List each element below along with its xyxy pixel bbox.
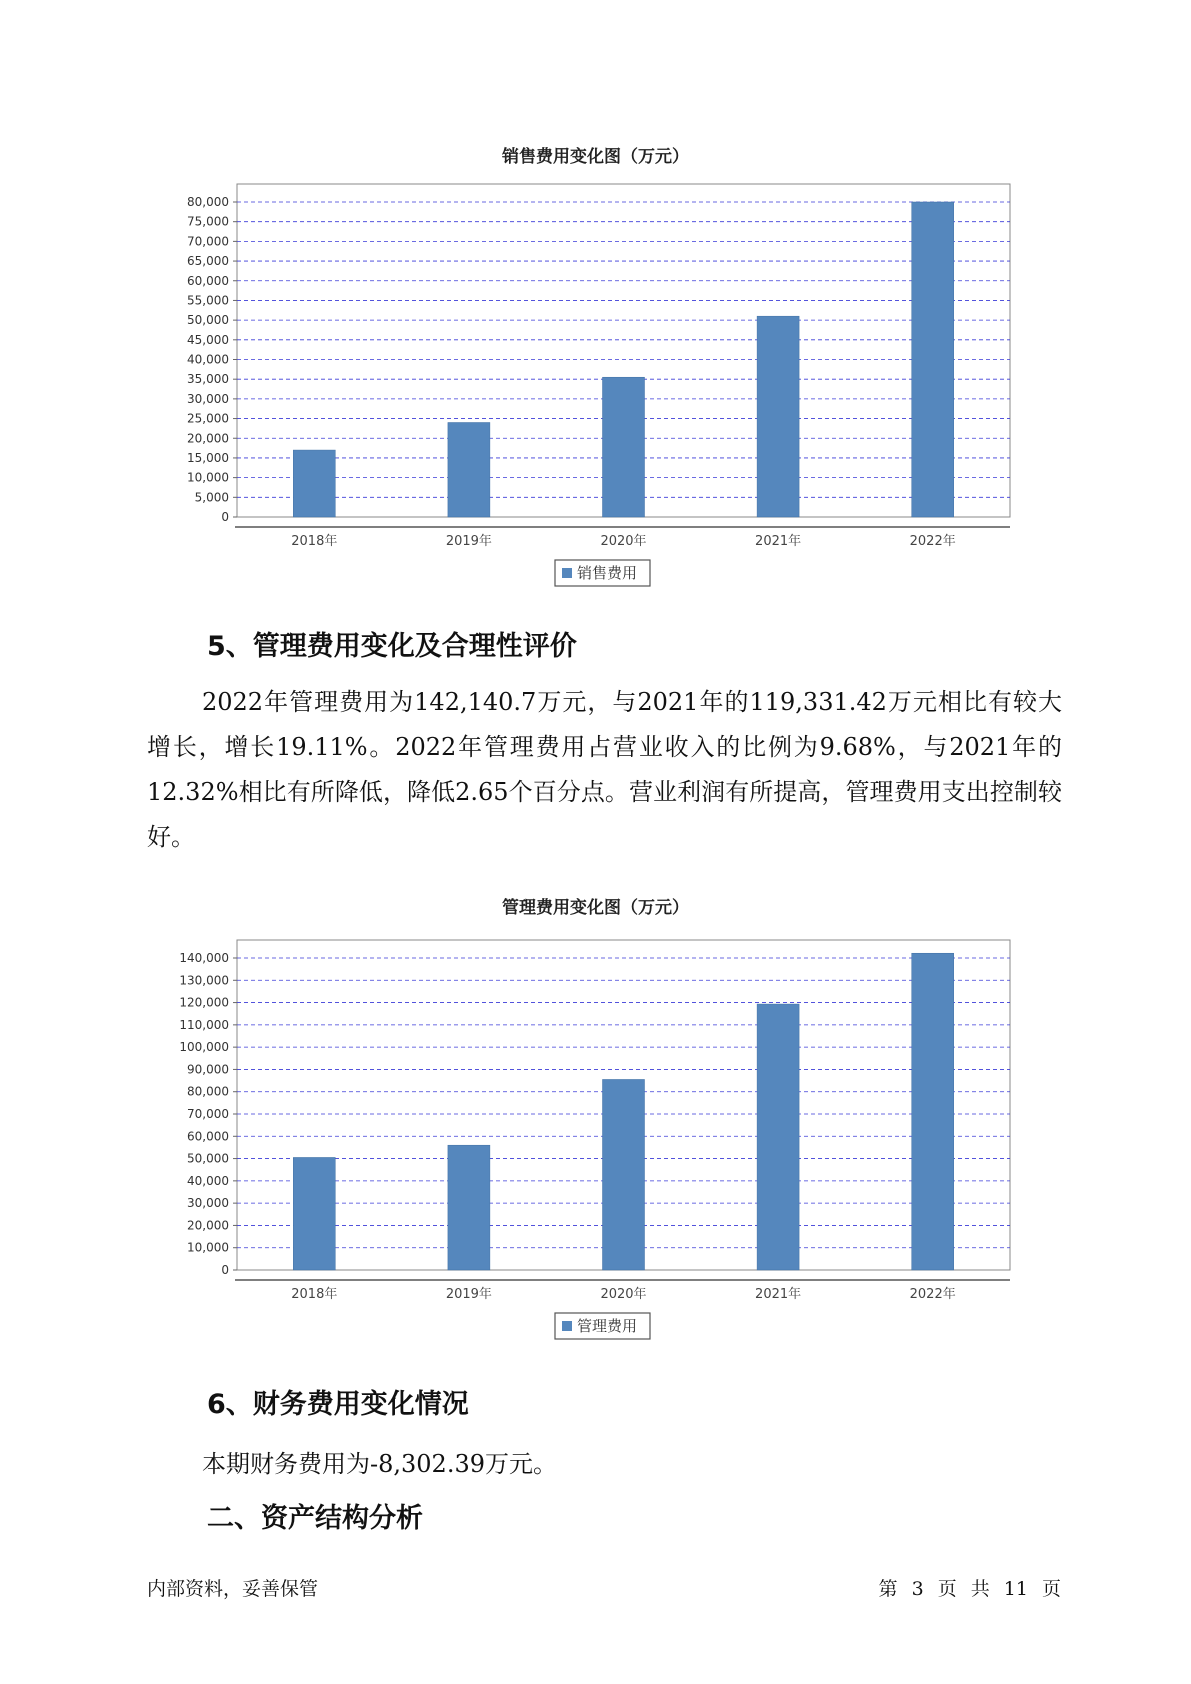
bar-2018年 xyxy=(293,1157,335,1270)
y-tick-label: 5,000 xyxy=(194,490,229,505)
y-tick-label: 70,000 xyxy=(187,234,229,249)
y-tick-label: 50,000 xyxy=(187,313,229,328)
chart2-title: 管理费用变化图（万元） xyxy=(502,898,689,918)
x-tick-label: 2021年 xyxy=(755,1287,802,1302)
section-6-paragraph: 本期财务费用为-8,302.39万元。 xyxy=(202,1450,557,1478)
x-tick-label: 2022年 xyxy=(909,534,956,549)
x-tick-label: 2021年 xyxy=(755,534,802,549)
y-tick-label: 20,000 xyxy=(187,431,229,446)
y-tick-label: 40,000 xyxy=(187,1173,229,1188)
y-tick-label: 15,000 xyxy=(187,450,229,465)
x-tick-label: 2019年 xyxy=(445,1287,492,1302)
section-2-heading: 二、资产结构分析 xyxy=(207,1503,423,1534)
y-tick-label: 0 xyxy=(221,510,229,524)
y-tick-label: 60,000 xyxy=(187,1129,229,1144)
y-tick-label: 65,000 xyxy=(187,254,229,269)
bar-2022年 xyxy=(912,953,954,1270)
y-tick-label: 10,000 xyxy=(187,1240,229,1255)
footer-confidential: 内部资料，妥善保管 xyxy=(147,1578,319,1600)
y-tick-label: 50,000 xyxy=(187,1151,229,1166)
section-5-paragraph: 2022年管理费用为142,140.7万元，与2021年的119,331.42万元相比有较大增长，增长19.11%。2022年管理费用占营业收入的比例为9.68%，与2021年的12.32%相比有所降低，降低2.65个百分点。营业利润有所提高，管理费用支出控制较好。 xyxy=(147,688,1062,851)
legend-label: 销售费用 xyxy=(577,564,638,582)
bar-2019年 xyxy=(448,1145,490,1270)
y-tick-label: 55,000 xyxy=(187,293,229,308)
x-tick-label: 2018年 xyxy=(291,1287,338,1302)
section-5-heading: 5、管理费用变化及合理性评价 xyxy=(207,631,577,662)
y-tick-label: 110,000 xyxy=(179,1017,229,1032)
y-tick-label: 20,000 xyxy=(187,1218,229,1233)
y-tick-label: 120,000 xyxy=(179,995,229,1010)
y-tick-label: 25,000 xyxy=(187,411,229,426)
y-tick-label: 45,000 xyxy=(187,332,229,347)
bar-2020年 xyxy=(603,1079,645,1270)
bar-2021年 xyxy=(757,1004,799,1270)
y-tick-label: 30,000 xyxy=(187,391,229,406)
footer-page-number: 第 3 页 共 11 页 xyxy=(878,1578,1061,1600)
y-tick-label: 70,000 xyxy=(187,1107,229,1121)
x-tick-label: 2022年 xyxy=(909,1287,956,1302)
y-tick-label: 80,000 xyxy=(187,195,229,209)
y-tick-label: 140,000 xyxy=(179,951,229,965)
y-tick-label: 80,000 xyxy=(187,1084,229,1099)
y-tick-label: 100,000 xyxy=(179,1040,229,1055)
x-tick-label: 2020年 xyxy=(600,1287,647,1302)
y-tick-label: 90,000 xyxy=(187,1062,229,1077)
x-tick-label: 2020年 xyxy=(600,534,647,549)
x-tick-label: 2019年 xyxy=(445,534,492,549)
y-tick-label: 75,000 xyxy=(187,214,229,229)
y-tick-label: 40,000 xyxy=(187,352,229,367)
y-tick-label: 0 xyxy=(221,1263,229,1277)
legend-label: 管理费用 xyxy=(577,1317,638,1335)
chart1-title: 销售费用变化图（万元） xyxy=(502,147,689,167)
y-tick-label: 10,000 xyxy=(187,470,229,485)
y-tick-label: 30,000 xyxy=(187,1196,229,1211)
y-tick-label: 35,000 xyxy=(187,372,229,387)
y-tick-label: 60,000 xyxy=(187,273,229,288)
section-6-heading: 6、财务费用变化情况 xyxy=(207,1389,469,1420)
legend-swatch xyxy=(562,1321,572,1331)
x-tick-label: 2018年 xyxy=(291,534,338,549)
y-tick-label: 130,000 xyxy=(179,973,229,988)
